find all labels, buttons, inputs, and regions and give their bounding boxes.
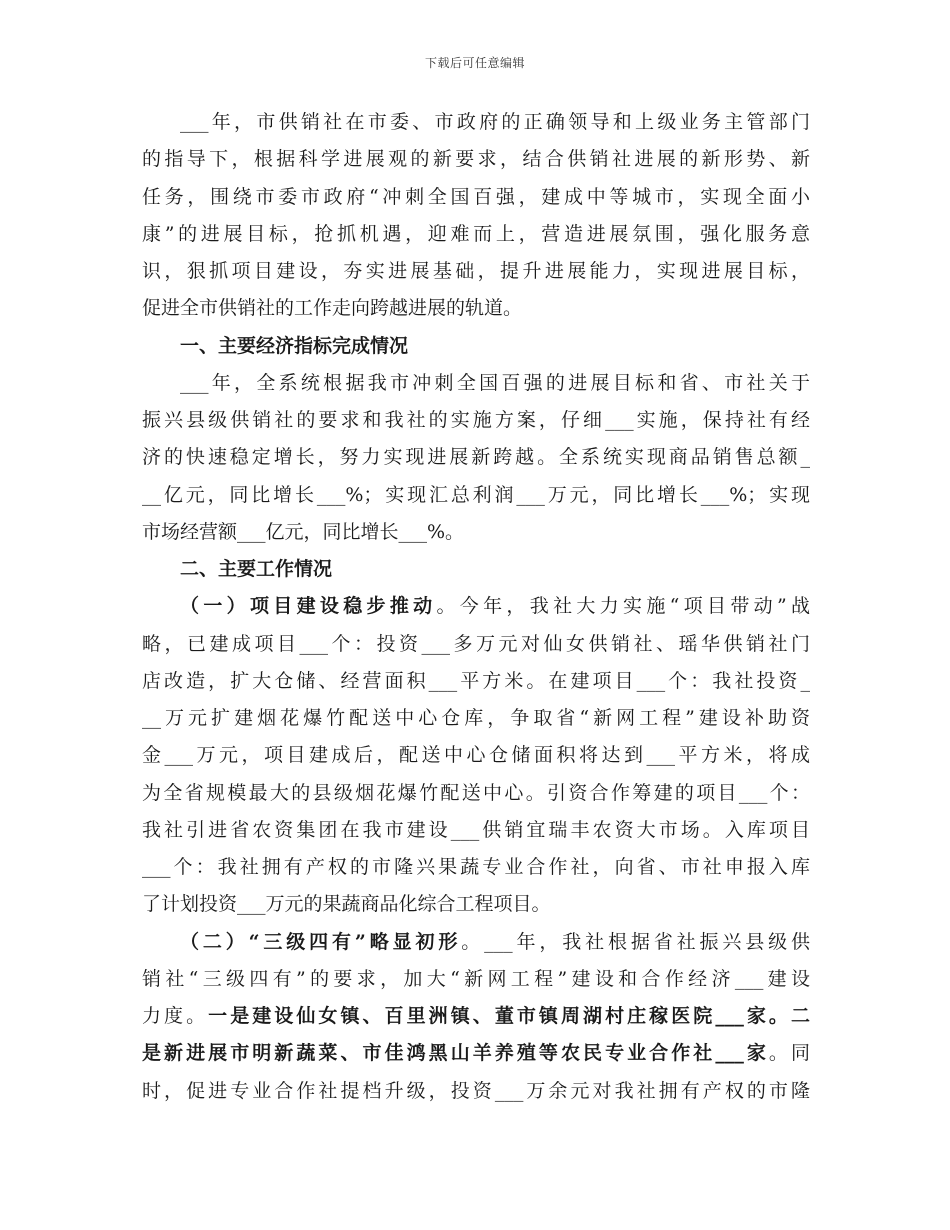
text-run: 。同 [768,1042,810,1065]
text-line: ___年，全系统根据我市冲刺全国百强的进展目标和省、市社关于 [180,371,810,394]
text-line [142,998,810,1035]
bold-text-run: 一是建设仙女镇、百里洲镇、董市镇周湖村庄稼医院___家。二 [208,1005,810,1027]
document-body [142,104,810,1110]
text-line: 任务，围绕市委市政府“冲刺全国百强，建成中等城市，实现全面小 [142,185,810,208]
subsection-title: （一）项目建设稳步推动 [180,595,437,618]
text-line: 促进全市供销社的工作走向跨越进展的轨道。 [142,297,523,320]
text-line: 的指导下，根据科学进展观的新要求，结合供销社进展的新形势、新 [142,148,810,171]
text-line: 市场经营额___亿元，同比增长___%。 [142,520,465,543]
text-line: 金___万元，项目建成后，配送中心仓储面积将达到___平方米，将成 [142,744,810,767]
text-line: 时，促进专业合作社提档升级，投资___万余元对我社拥有产权的市隆 [142,1079,810,1102]
text-line: 销社“三级四有”的要求，加大“新网工程”建设和合作经济___建设 [142,967,810,990]
text-line: ___年，市供销社在市委、市政府的正确领导和上级业务主管部门 [180,111,810,133]
text-run: 力度。 [142,1005,209,1027]
subsection-title: （二）“三级四有”略显初形 [180,930,462,953]
text-line: __亿元，同比增长___%；实现汇总利润___万元，同比增长___%；实现 [142,483,810,506]
section-heading: 一、主要经济指标完成情况 [180,334,409,357]
text-run: 。___年，我社根据省社振兴县级供 [461,930,810,953]
text-line [142,1035,810,1072]
bold-text-run: 是新进展市明新蔬菜、市佳鸿黑山羊养殖等农民专业合作社___家 [142,1042,769,1065]
text-line: ___个：我社拥有产权的市隆兴果蔬专业合作社，向省、市社申报入库 [142,856,810,878]
text-line: 了计划投资___万元的果蔬商品化综合工程项目。 [142,893,551,916]
text-line: 略，已建成项目___个：投资___多万元对仙女供销社、瑶华供销社门 [142,632,810,655]
text-line: 识，狠抓项目建设，夯实进展基础，提升进展能力，实现进展目标， [142,260,810,282]
text-line: 振兴县级供销社的要求和我社的实施方案，仔细___实施，保持社有经 [142,409,810,431]
text-line: __万元扩建烟花爆竹配送中心仓库，争取省“新网工程”建设补助资 [142,707,810,729]
text-line [142,588,810,625]
text-line: 为全省规模最大的县级烟花爆竹配送中心。引资合作筹建的项目___个： [142,781,810,804]
text-line: 康”的进展目标，抢抓机遇，迎难而上，营造进展氛围，强化服务意 [142,222,810,245]
page-header: 下载后可任意编辑 [424,56,525,70]
text-line: 店改造，扩大仓储、经营面积___平方米。在建项目___个：我社投资_ [142,669,810,692]
section-heading: 二、主要工作情况 [180,558,333,580]
text-line: 我社引进省农资集团在我市建设___供销宜瑞丰农资大市场。入库项目 [142,818,810,841]
text-run: 。今年，我社大力实施“项目带动”战 [436,595,810,618]
text-line: 济的快速稳定增长，努力实现进展新跨越。全系统实现商品销售总额_ [142,446,810,469]
text-line [142,924,810,961]
